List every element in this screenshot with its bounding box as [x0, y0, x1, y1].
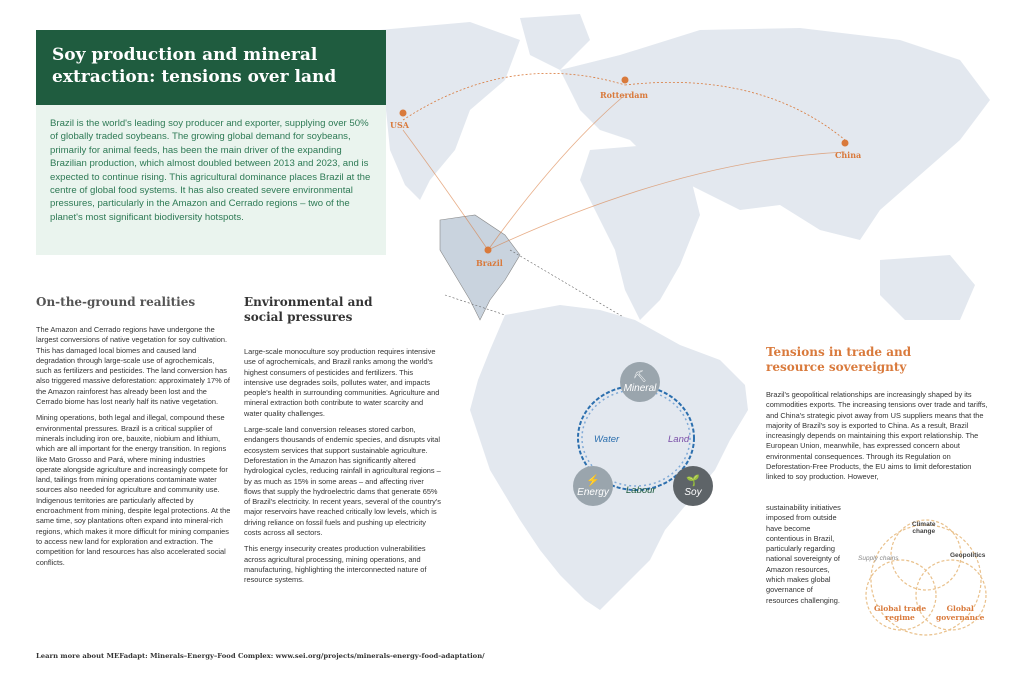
node-labour-label: Labour — [626, 485, 656, 496]
trade-line: governance of — [766, 585, 813, 595]
env-heading — [244, 295, 372, 325]
node-mineral-label: Mineral — [623, 383, 657, 394]
trade-heading-line1: Tensions in trade and — [766, 345, 912, 359]
node-soy — [673, 466, 713, 506]
pin-china — [842, 140, 849, 147]
city-label-usa: USA — [390, 120, 409, 130]
trade-heading-line2: resource sovereignty — [766, 360, 907, 374]
node-water-label: Water — [594, 434, 620, 445]
node-soy-label: Soy — [684, 487, 702, 498]
trade-line: national sovereignty of — [766, 554, 840, 564]
ground-p1: The Amazon and Cerrado regions have undergone the largest conversions of native vegetation for soy cultivation. This has damaged local biomes and caused land degradation through large-scale use of agrochemicals, such as fertilizers and pesticides. The land conversion has also triggered massive deforestation: approximately 17% of the Amazon rainforest has already been lost and the Cerrado biome has lost nearly half its native vegetation. — [36, 325, 230, 407]
pin-brazil — [485, 247, 492, 254]
env-heading-line2: social pressures — [244, 310, 353, 324]
venn-climate: Climate change — [912, 521, 936, 535]
ground-heading: On-the-ground realities — [36, 295, 196, 309]
trade-p1: Brazil's geopolitical relationships are increasingly shaped by its commodities exports. The increasing tensions over trade and tariffs, and China's strategic pivot away from US suppliers means that the majority of Brazil's soy is exported to China. As a result, Brazil increasingly depends on maintaining this export relationship. The European Union, meanwhile, has expressed concern about environmental consequences. Through its Regulation on Deforestation-Free Products, the EU aims to limit deforestation linked to soy production. However, — [766, 390, 988, 482]
trade-line: imposed from outside — [766, 513, 837, 523]
trade-heading — [766, 345, 911, 375]
brazil-detail-shape — [470, 305, 748, 610]
node-mineral — [620, 362, 660, 402]
trade-line: resources challenging. — [766, 595, 840, 605]
city-label-brazil: Brazil — [476, 258, 503, 268]
trade-line: contentious in Brazil, — [766, 533, 835, 543]
intro-text: Brazil is the world's leading soy producer and exporter, supplying over 50% of globally traded soybeans. The growing global demand for soybeans, primarily for animal feeds, has been the main driver of the expanding Brazilian production, which almost doubled between 2013 and 2023, and is expected to continue rising. This agricultural dominance places Brazil at the centre of global food systems. It has also created severe environmental pressures, particularly in the Amazon and Cerrado regions – two of the planet's most significant biodiversity hotspots. — [36, 105, 386, 255]
node-energy-label: Energy — [577, 487, 609, 498]
pin-usa — [400, 110, 407, 117]
venn-supply: Supply chains — [858, 555, 899, 562]
trade-column-2 — [766, 503, 861, 606]
footer-link[interactable]: Learn more about MEFadapt: Minerals–Energy–Food Complex: www.sei.org/projects/minerals-energy-food-adaptation/ — [36, 652, 485, 660]
env-p1: Large-scale monoculture soy production requires intensive use of agrochemicals, and Brazil ranks among the world's highest consumers of pesticides and fertilizers. This intensive use degrades soils, pollutes water, and impacts people's health in surrounding communities. Agriculture and mineral extraction both contribute to water scarcity and water quality challenges. — [244, 347, 440, 418]
australia-shape — [880, 255, 975, 320]
energy-icon: ⚡ — [586, 475, 600, 487]
trade-line: Amazon resources, — [766, 564, 830, 574]
ground-p2: Mining operations, both legal and illegal, compound these environmental pressures. Brazil is a critical supplier of minerals including iron ore, bauxite, niobium and lithium, which are all important for the energy transition. In regions like Mato Grosso and Pará, where mining industries operate alongside agriculture and increasingly compete for land, tailings from mining operations contaminate water sources also needed for agriculture and community use. Indigenous territories are particularly affected by encroachment from mining, despite legal protections. At the same time, soy plantations often expand into mineral-rich regions, which makes it more difficult for mining companies to access new land for exploration and extraction. The competition for land resources has also accelerated social conflicts. — [36, 413, 231, 567]
venn-gtr: Global trade regime — [874, 604, 927, 622]
mineral-icon: ⛏ — [633, 371, 647, 383]
pin-rotterdam — [622, 77, 629, 84]
env-heading-line1: Environmental and — [244, 295, 373, 309]
soy-icon: 🌱 — [686, 475, 700, 487]
greenland-shape — [520, 14, 590, 70]
trade-column — [766, 390, 991, 489]
trade-line: sustainability initiatives — [766, 503, 841, 512]
page-title: Soy production and mineral extraction: tensions over land — [52, 45, 337, 87]
node-energy — [573, 466, 613, 506]
trade-line: particularly regarding — [766, 544, 836, 554]
env-column — [244, 347, 442, 592]
env-p2: Large-scale land conversion releases stored carbon, endangers thousands of endemic species, and disrupts vital ecosystem services that support sustainable agriculture. Deforestation in the Amazon has significantly altered hydrological cycles, reducing rainfall in agricultural regions – by as much as 15% in some areas – and affecting river flows that supply the hydroelectric dams that generate 65% of Brazil's electricity. In recent years, several of the country's major reservoirs have reached critically low levels, which is driving reliance on fossil fuels and pushing up electricity costs across all sectors. — [244, 425, 441, 538]
venn-gg: Global governance — [936, 604, 985, 622]
env-p3: This energy insecurity creates production vulnerabilities across agricultural processing, mining operations, and manufacturing, highlighting the interconnected nature of resource systems. — [244, 544, 427, 585]
trade-line: which makes global — [766, 575, 831, 585]
city-label-rotterdam: Rotterdam — [600, 90, 648, 100]
city-label-china: China — [835, 150, 862, 160]
trade-line: have become — [766, 523, 811, 533]
title-box — [36, 30, 386, 105]
venn-geopolitics: Geopolitics — [950, 552, 986, 559]
africa-shape — [580, 145, 700, 320]
ground-column — [36, 325, 231, 574]
node-land-label: Land — [668, 434, 690, 445]
